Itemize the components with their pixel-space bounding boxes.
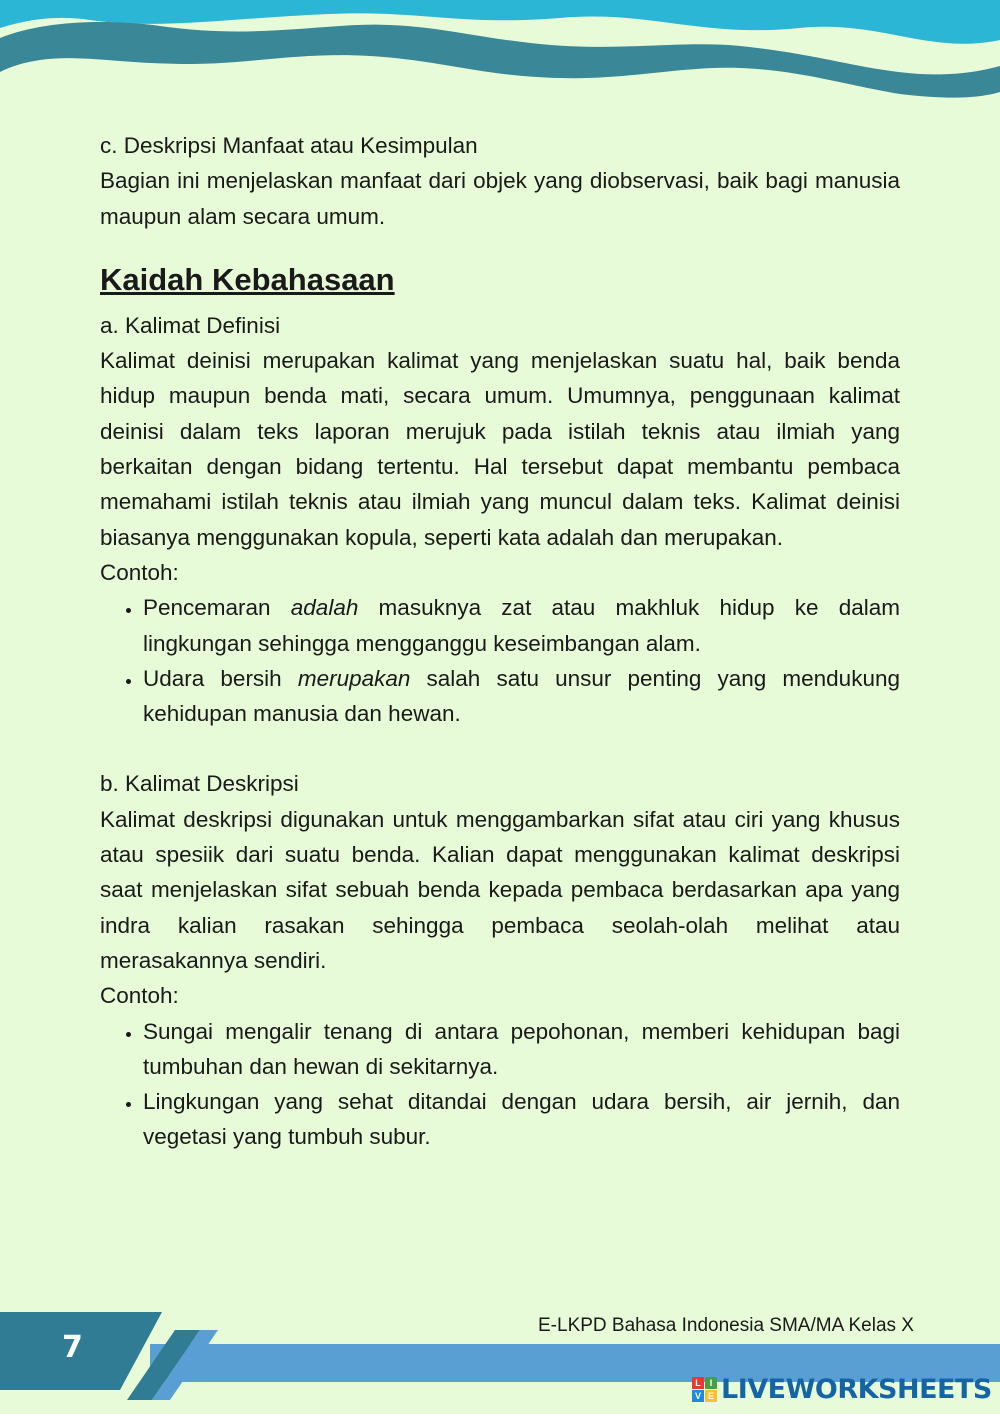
brand-logo-icon: L I V E (692, 1377, 717, 1402)
section-a-title: a. Kalimat Definisi (100, 312, 281, 338)
section-b-example-list (100, 1014, 900, 1155)
list-item: • Pencemaran adalah masuknya zat atau makhluk hidup ke dalam lingkungan sehingga mengganggu keseimbangan alam. (143, 590, 900, 661)
list-item: • Udara bersih merupakan salah satu unsur penting yang mendukung kehidupan manusia dan hewan. (143, 661, 900, 732)
section-a-example-list (100, 590, 900, 731)
section-b-body: Kalimat deskripsi digunakan untuk menggambarkan sifat atau ciri yang khusus atau spesiik dari suatu benda. Kalian dapat menggunakan kalimat deskripsi saat menjelaskan sifat sebuah benda kepada pembaca berdasarkan apa yang indra kalian rasakan sehingga pembaca seolah-olah melihat atau merasakannya sendiri. (100, 806, 900, 973)
liveworksheets-logo[interactable] (692, 1374, 992, 1405)
section-a-example-label: Contoh: (100, 559, 179, 585)
page-number: 7 (62, 1330, 83, 1365)
section-a-body: Kalimat deinisi merupakan kalimat yang menjelaskan suatu hal, baik benda hidup maupun benda mati, secara umum. Umumnya, penggunaan kalimat deinisi dalam teks laporan merujuk pada istilah teknis atau ilmiah yang berkaitan dengan bidang tertentu. Hal tersebut dapat membantu pembaca memahami istilah teknis atau ilmiah yang muncul dalam teks. Kalimat deinisi biasanya menggunakan kopula, seperti kata adalah dan merupakan. (100, 348, 900, 550)
section-c-body: Bagian ini menjelaskan manfaat dari objek yang diobservasi, baik bagi manusia maupun alam secara umum. (100, 168, 900, 229)
brand-name: LIVEWORKSHEETS (721, 1374, 992, 1405)
section-b-title: b. Kalimat Deskripsi (100, 771, 299, 797)
section-c-title: c. Deskripsi Manfaat atau Kesimpulan (100, 133, 478, 158)
top-wave-decoration (0, 0, 1000, 110)
page-content (100, 128, 900, 1155)
book-title: E-LKPD Bahasa Indonesia SMA/MA Kelas X (538, 1315, 914, 1336)
list-item: • Lingkungan yang sehat ditandai dengan udara bersih, air jernih, dan vegetasi yang tumbuh subur. (143, 1084, 900, 1155)
kaidah-kebahasaan-heading: Kaidah Kebahasaan (100, 261, 395, 297)
list-item: • Sungai mengalir tenang di antara pepohonan, memberi kehidupan bagi tumbuhan dan hewan di sekitarnya. (143, 1014, 900, 1085)
section-b-example-label: Contoh: (100, 983, 179, 1009)
